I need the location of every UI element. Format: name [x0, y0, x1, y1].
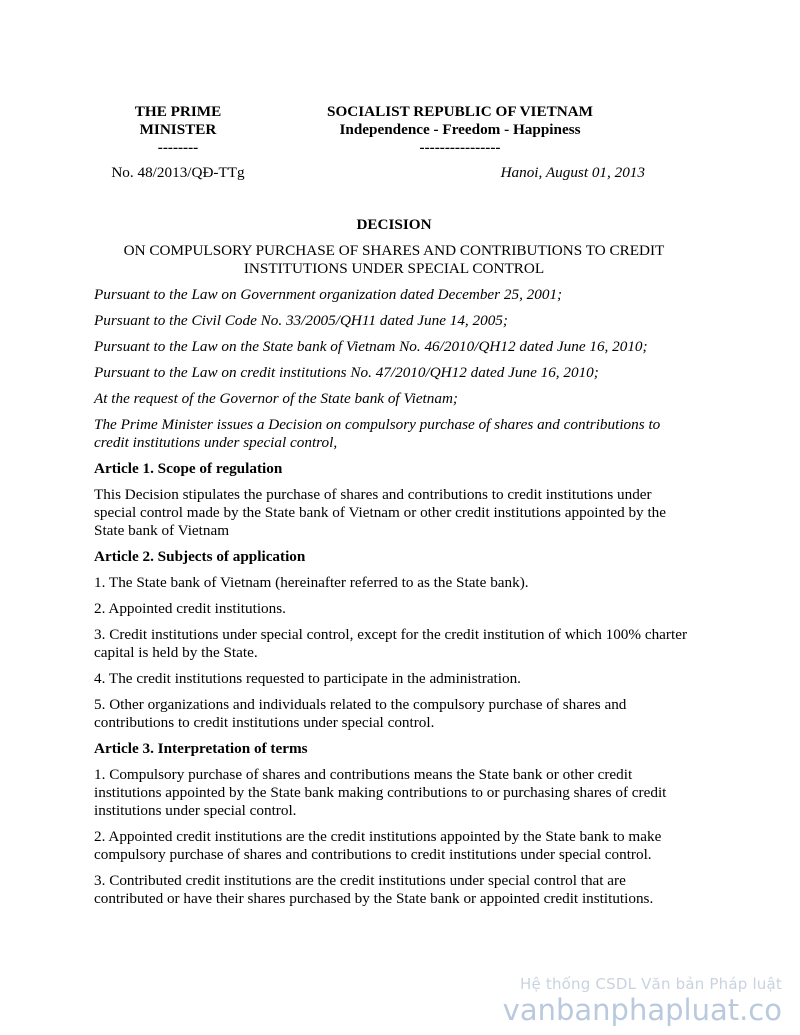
article-heading: Article 3. Interpretation of terms: [94, 740, 308, 757]
article-paragraph: 1. Compulsory purchase of shares and contributions means the State bank or other credit institutions appointed by the State bank making contributions to or purchasing shares of credit institutions under special control.: [94, 766, 667, 819]
article-paragraph: This Decision stipulates the purchase of shares and contributions to credit institutions under special control made by the State bank of Vietnam or other credit institutions appointed by the State bank of Vietnam: [94, 486, 666, 539]
article-paragraph: 3. Contributed credit institutions are the credit institutions under special control that are contributed or have their shares purchased by the State bank or appointed credit institutions.: [94, 872, 654, 907]
article-paragraph: 2. Appointed credit institutions.: [94, 600, 286, 617]
preamble: [94, 286, 694, 452]
article-paragraph: 5. Other organizations and individuals related to the compulsory purchase of shares and contributions to credit institutions under special control.: [94, 696, 627, 731]
watermark-domain: vanbanphapluat.co: [502, 993, 782, 1027]
place-date: Hanoi, August 01, 2013: [500, 164, 645, 181]
issuer-line-1: THE PRIME: [134, 103, 222, 120]
article-paragraph: 1. The State bank of Vietnam (hereinafter referred to as the State bank).: [94, 574, 529, 591]
document-body: [94, 216, 694, 916]
document-number: No. 48/2013/QĐ-TTg: [111, 164, 245, 181]
article-paragraph: 4. The credit institutions requested to participate in the administration.: [94, 670, 521, 687]
country-name: SOCIALIST REPUBLIC OF VIETNAM: [327, 103, 593, 120]
issuer-separator: --------: [157, 139, 199, 156]
article-1: [94, 460, 694, 540]
decision-subtitle: ON COMPULSORY PURCHASE OF SHARES AND CONTRIBUTIONS TO CREDIT INSTITUTIONS UNDER SPECIAL CONTROL: [123, 242, 665, 277]
preamble-line: At the request of the Governor of the State bank of Vietnam;: [94, 390, 458, 407]
article-2: [94, 548, 694, 732]
article-3: [94, 740, 694, 908]
motto-separator: ----------------: [419, 139, 501, 156]
issuer-line-2: MINISTER: [139, 121, 217, 138]
article-heading: Article 1. Scope of regulation: [94, 460, 283, 477]
decision-title: DECISION: [356, 216, 432, 233]
preamble-line: Pursuant to the Law on Government organization dated December 25, 2001;: [94, 286, 563, 303]
national-motto-block: [300, 103, 620, 157]
preamble-line: Pursuant to the Law on the State bank of Vietnam No. 46/2010/QH12 dated June 16, 2010;: [94, 338, 648, 355]
issuer-block: [108, 103, 248, 157]
preamble-line: The Prime Minister issues a Decision on compulsory purchase of shares and contributions to credit institutions under special control,: [94, 416, 661, 451]
watermark-tagline: Hệ thống CSDL Văn bản Pháp luật: [519, 975, 782, 993]
site-watermark: [503, 975, 782, 1027]
article-paragraph: 3. Credit institutions under special control, except for the credit institution of which 100% charter capital is held by the State.: [94, 626, 688, 661]
preamble-line: Pursuant to the Civil Code No. 33/2005/QH11 dated June 14, 2005;: [94, 312, 508, 329]
preamble-line: Pursuant to the Law on credit institutions No. 47/2010/QH12 dated June 16, 2010;: [94, 364, 599, 381]
article-paragraph: 2. Appointed credit institutions are the credit institutions appointed by the State bank to make compulsory purchase of shares and contributions to credit institutions under special control.: [94, 828, 662, 863]
motto: Independence - Freedom - Happiness: [339, 121, 581, 138]
article-heading: Article 2. Subjects of application: [94, 548, 306, 565]
